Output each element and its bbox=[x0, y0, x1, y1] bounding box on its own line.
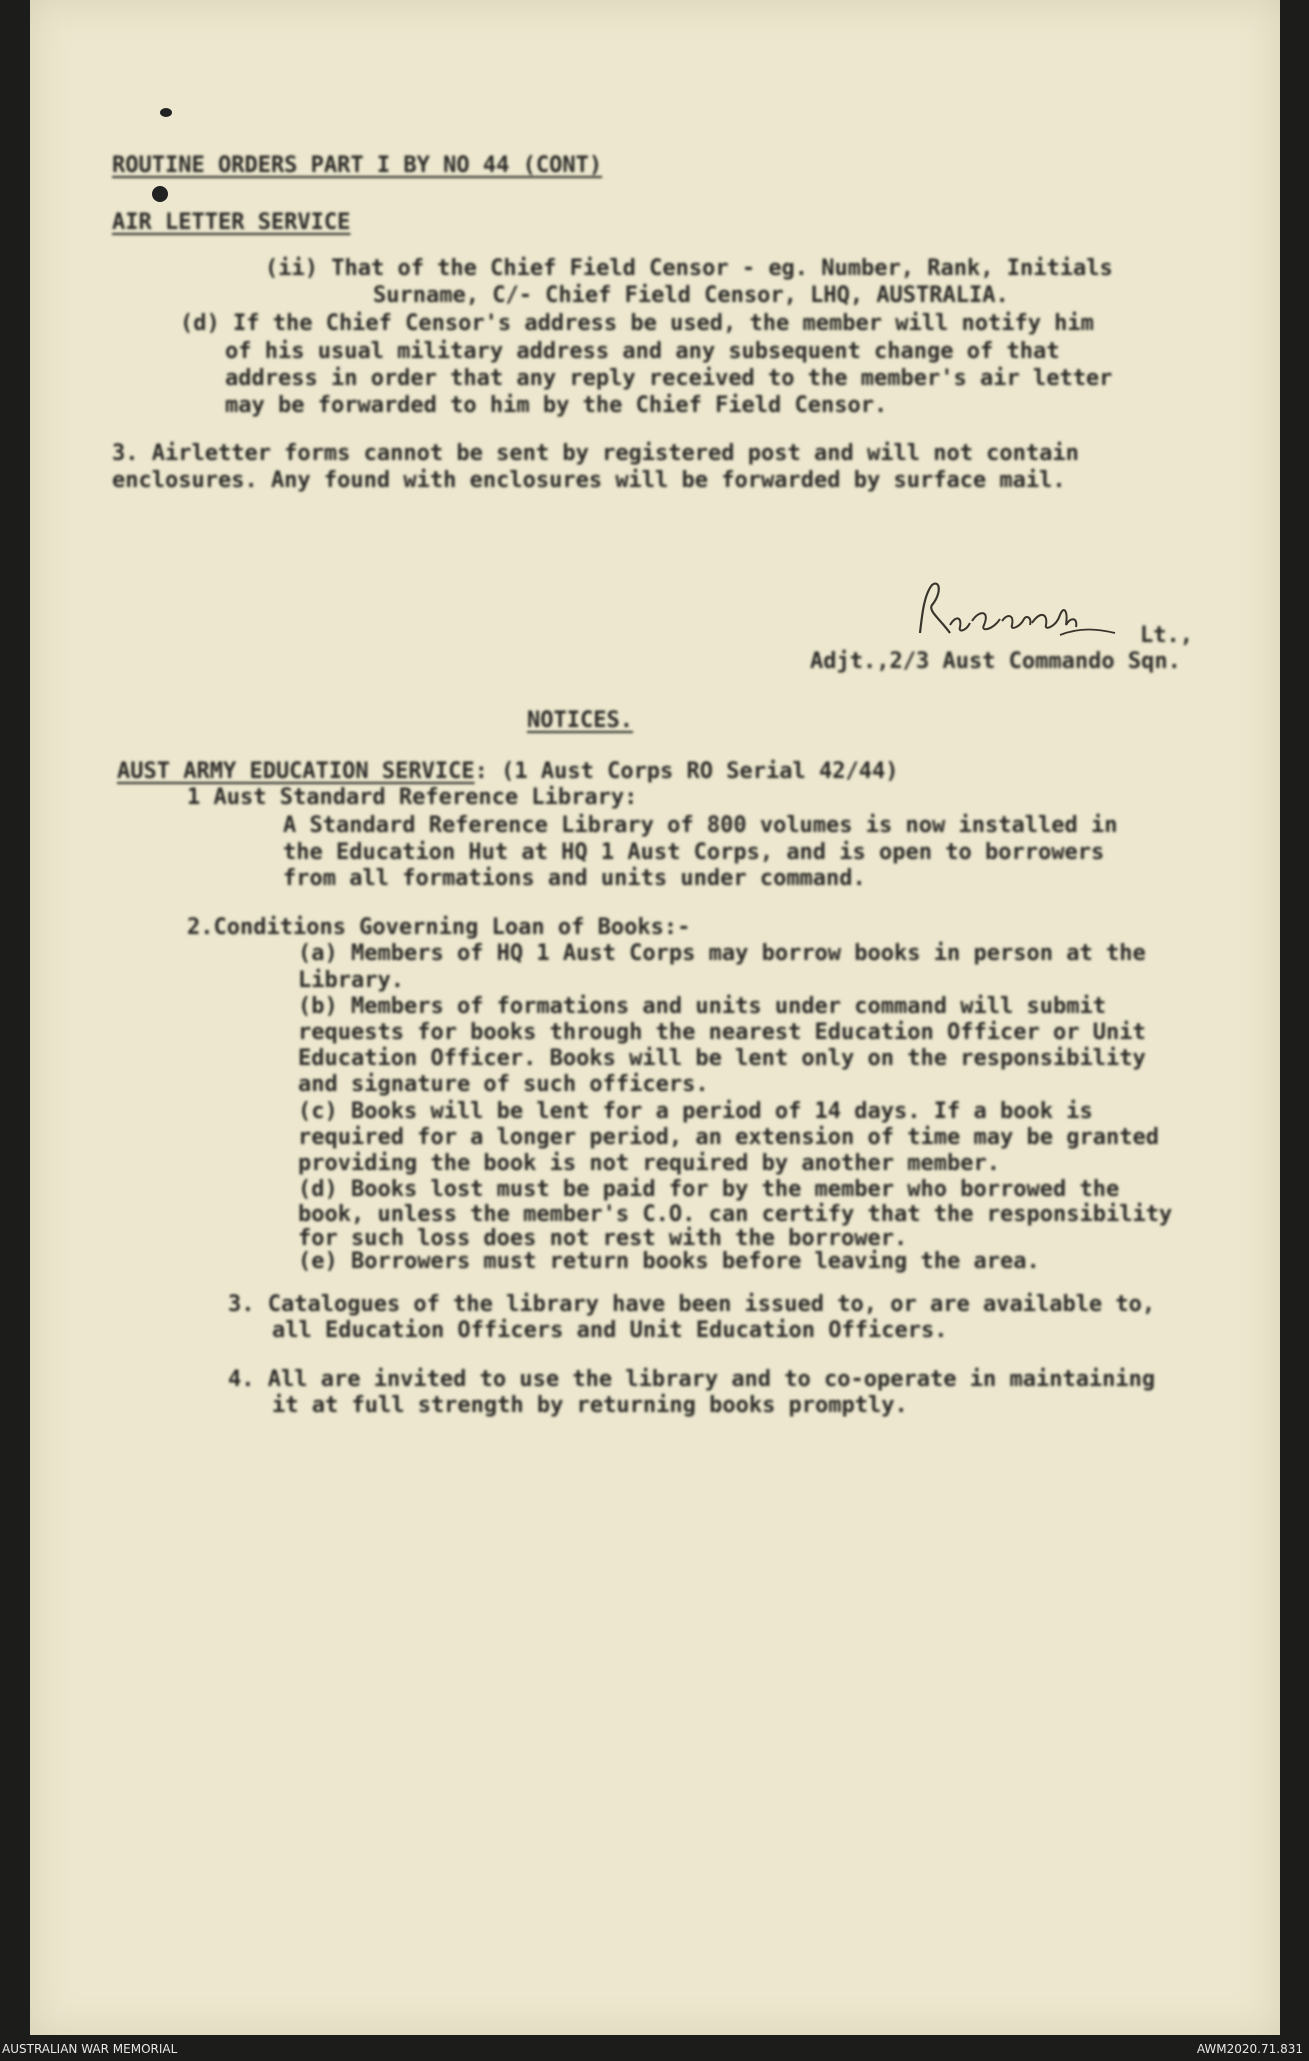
notice-2-line: (e) Borrowers must return books before leaving the area. bbox=[298, 1249, 1040, 1274]
notice-3-line: all Education Officers and Unit Education Officers. bbox=[272, 1318, 948, 1343]
notice-2-line: requests for books through the nearest Education Officer or Unit bbox=[298, 1020, 1146, 1045]
notice-2-line: providing the book is not required by another member. bbox=[298, 1151, 1000, 1176]
para-d-line: may be forwarded to him by the Chief Field Censor. bbox=[225, 393, 888, 418]
notice-2-title: 2.Conditions Governing Loan of Books:- bbox=[187, 915, 691, 940]
para-d-line: (d) If the Chief Censor's address be used, the member will notify him bbox=[180, 311, 1094, 336]
notice-heading-ref: : (1 Aust Corps RO Serial 42/44) bbox=[474, 759, 899, 784]
notice-2-line: for such loss does not rest with the borrower. bbox=[298, 1226, 908, 1251]
notice-heading: AUST ARMY EDUCATION SERVICE bbox=[117, 759, 475, 784]
handwritten-signature bbox=[910, 575, 1120, 645]
document-header: ROUTINE ORDERS PART I BY NO 44 (CONT) bbox=[112, 153, 603, 178]
para-ii-line: Surname, C/- Chief Field Censor, LHQ, AUSTRALIA. bbox=[373, 283, 1009, 308]
notice-1-line: A Standard Reference Library of 800 volumes is now installed in bbox=[283, 813, 1118, 838]
notice-4-line: it at full strength by returning books promptly. bbox=[272, 1393, 908, 1418]
para-ii-line: (ii) That of the Chief Field Censor - eg. Number, Rank, Initials bbox=[265, 256, 1113, 281]
para-3-line: enclosures. Any found with enclosures will be forwarded by surface mail. bbox=[112, 468, 1066, 493]
footer-left: AUSTRALIAN WAR MEMORIAL bbox=[2, 2042, 178, 2056]
para-3-line: 3. Airletter forms cannot be sent by registered post and will not contain bbox=[112, 441, 1079, 466]
notice-2-line: (c) Books will be lent for a period of 14 days. If a book is bbox=[298, 1099, 1093, 1124]
signature-title: Adjt.,2/3 Aust Commando Sqn. bbox=[810, 649, 1181, 674]
notice-2-line: (d) Books lost must be paid for by the member who borrowed the bbox=[298, 1177, 1120, 1202]
notice-2-line: and signature of such officers. bbox=[298, 1072, 709, 1097]
footer-right: AWM2020.71.831 bbox=[1196, 2042, 1303, 2056]
section-title: AIR LETTER SERVICE bbox=[112, 210, 351, 235]
notice-2-line: Library. bbox=[298, 968, 404, 993]
para-d-line: of his usual military address and any subsequent change of that bbox=[225, 339, 1060, 364]
notices-title: NOTICES. bbox=[527, 708, 633, 733]
signature-rank: Lt., bbox=[1140, 623, 1193, 648]
notice-1-line: the Education Hut at HQ 1 Aust Corps, and is open to borrowers bbox=[283, 840, 1105, 865]
ink-blot bbox=[152, 186, 168, 202]
notice-2-line: required for a longer period, an extension of time may be granted bbox=[298, 1125, 1159, 1150]
notice-3-line: 3. Catalogues of the library have been issued to, or are available to, bbox=[228, 1292, 1156, 1317]
ink-blot bbox=[160, 108, 172, 117]
para-d-line: address in order that any reply received to the member's air letter bbox=[225, 366, 1113, 391]
notice-4-line: 4. All are invited to use the library and to co-operate in maintaining bbox=[228, 1367, 1156, 1392]
notice-2-line: (b) Members of formations and units under command will submit bbox=[298, 994, 1106, 1019]
notice-1-line: from all formations and units under command. bbox=[283, 866, 866, 891]
notice-2-line: book, unless the member's C.O. can certify that the responsibility bbox=[298, 1202, 1173, 1227]
notice-2-line: (a) Members of HQ 1 Aust Corps may borrow books in person at the bbox=[298, 941, 1146, 966]
notice-1-line: 1 Aust Standard Reference Library: bbox=[187, 785, 638, 810]
document-page bbox=[30, 0, 1280, 2035]
notice-2-line: Education Officer. Books will be lent only on the responsibility bbox=[298, 1046, 1146, 1071]
